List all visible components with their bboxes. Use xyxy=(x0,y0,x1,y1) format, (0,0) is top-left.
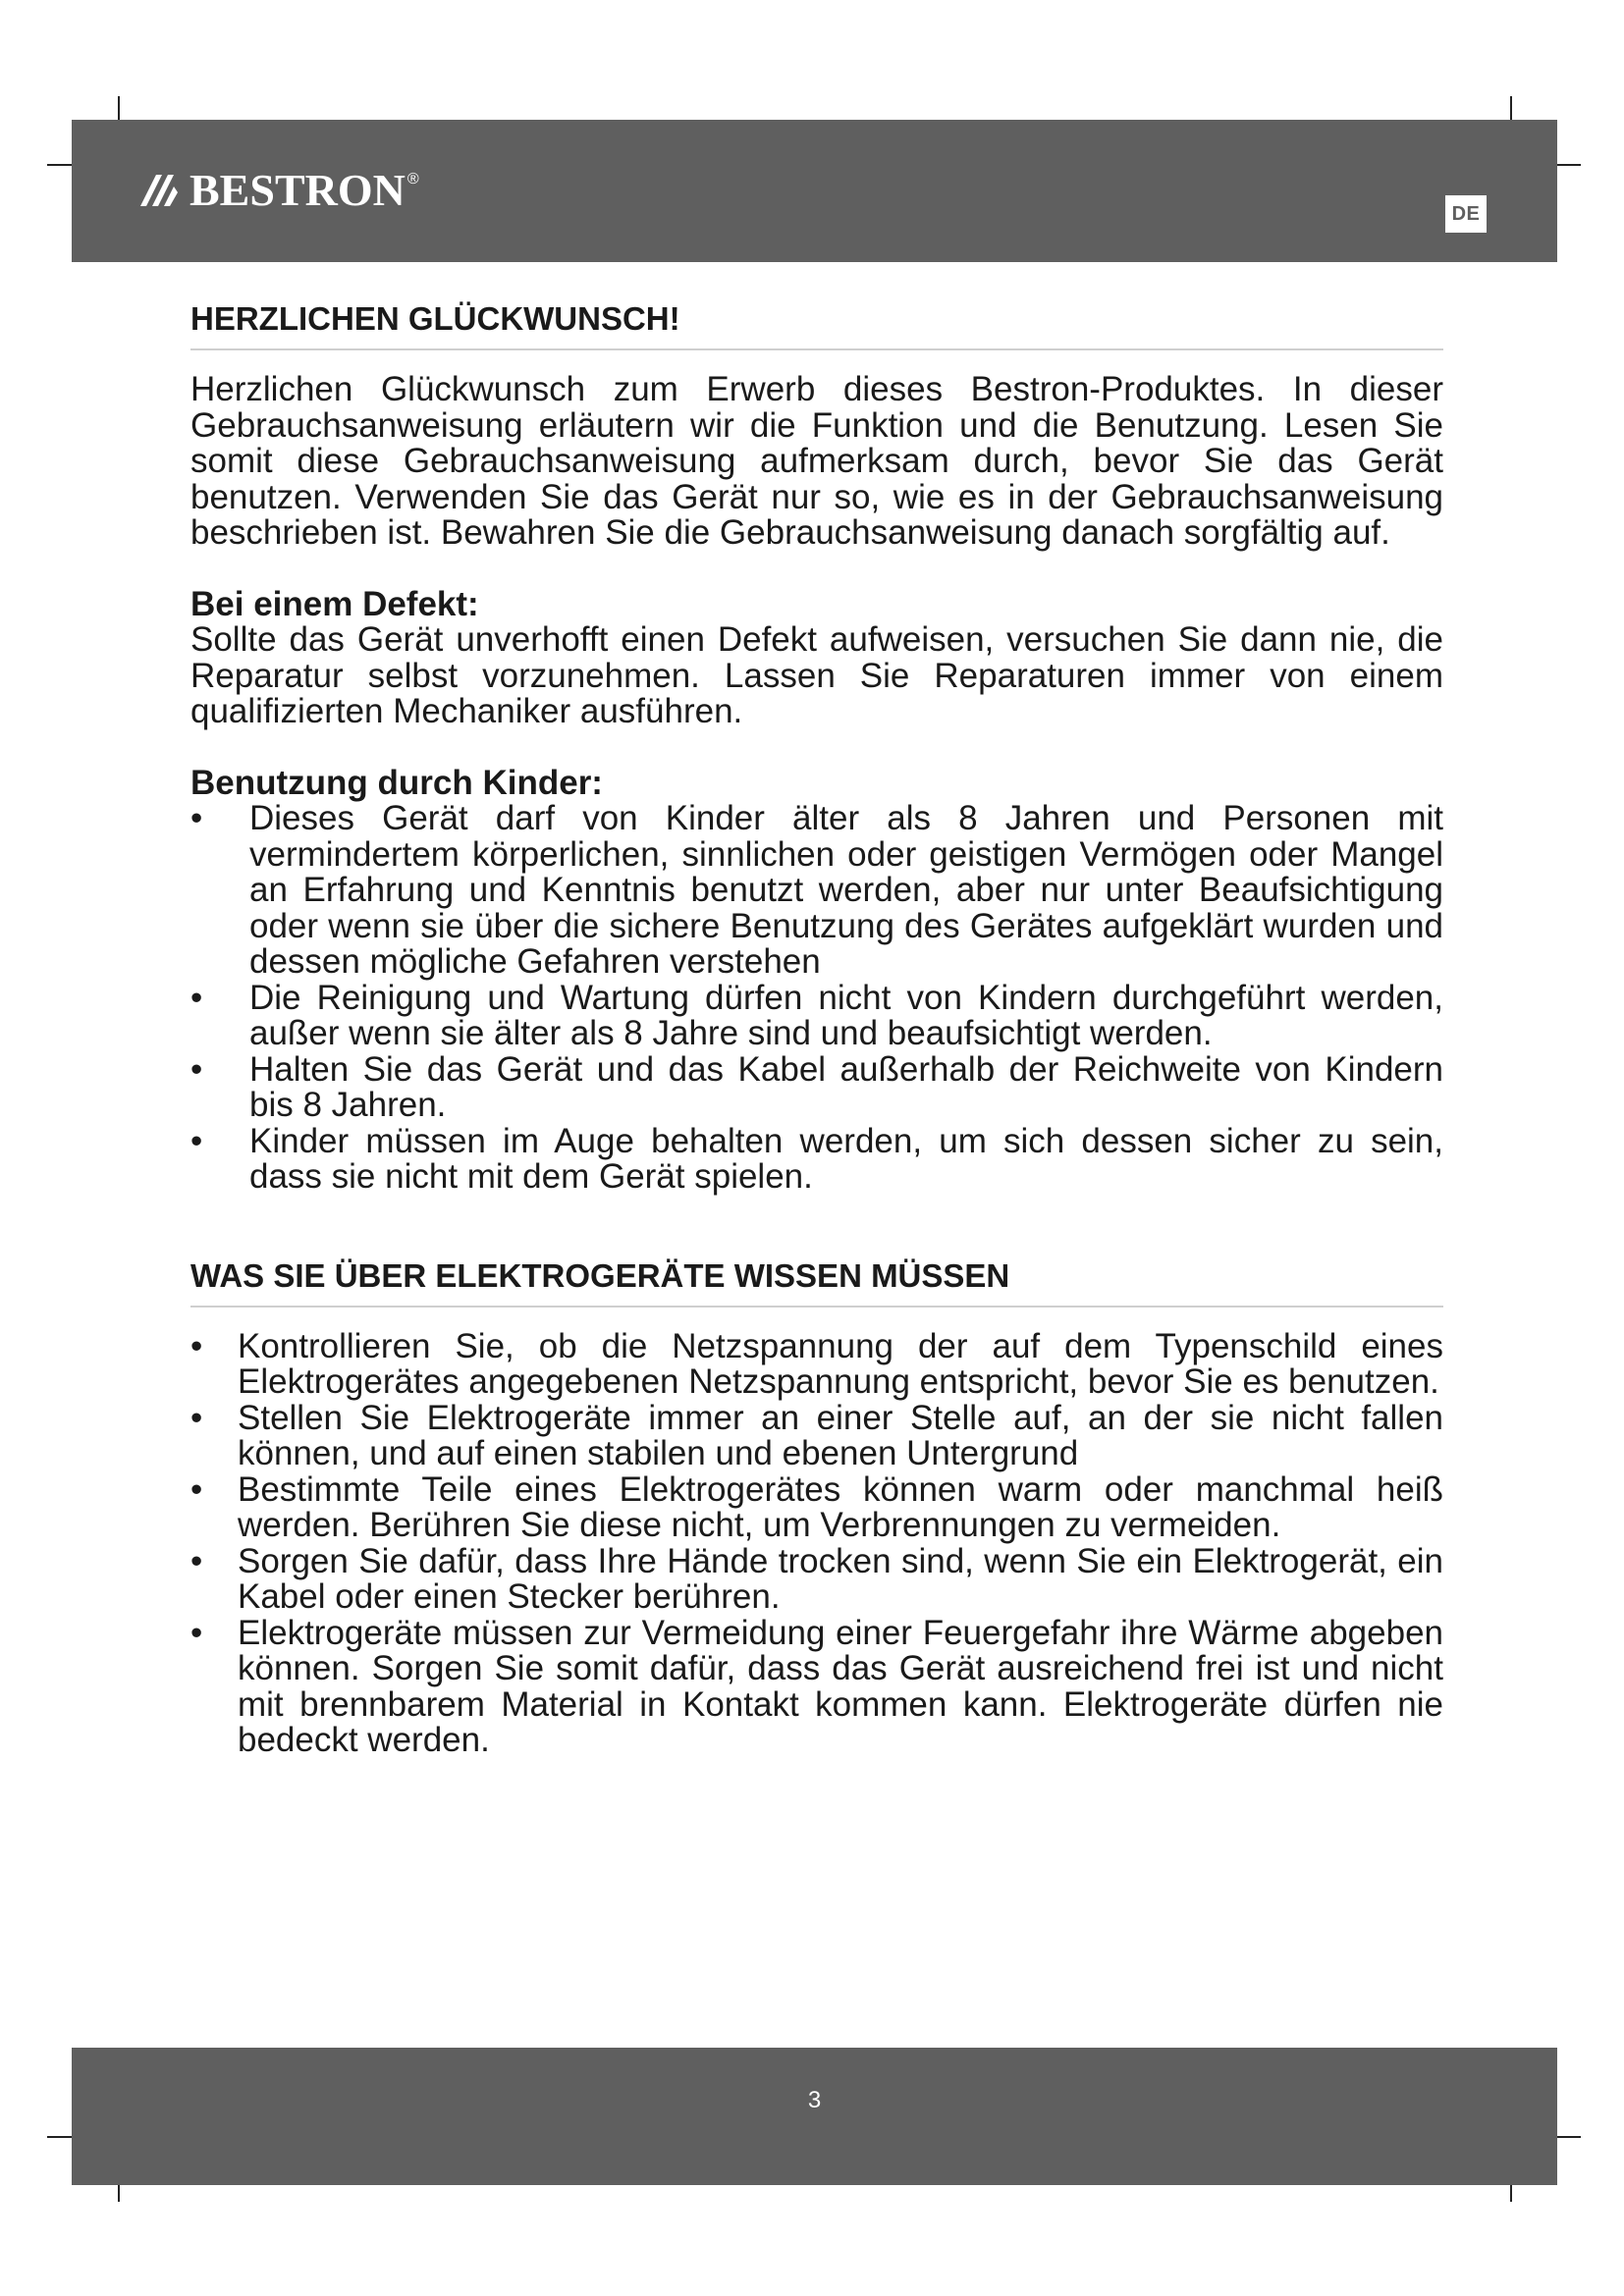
section-title-electrical: WAS SIE ÜBER ELEKTROGERÄTE WISSEN MÜSSEN xyxy=(190,1256,1443,1308)
section-title-congratulations: HERZLICHEN GLÜCKWUNSCH! xyxy=(190,299,1443,350)
bullet-icon: • xyxy=(190,1469,203,1509)
list-item: • Dieses Gerät darf von Kinder älter als 8 Jahren und Personen mit vermindertem körperlichen, sinnlichen oder geistigen Vermögen oder Mangel an Erfahrung und Kenntnis benutzt werden, aber nur unter Beaufsichtigung oder wenn sie über die sichere Benutzung des Gerätes aufgeklärt wurden und dessen mögliche Gefahren verstehen xyxy=(190,799,1443,981)
bullet-icon: • xyxy=(190,978,203,1017)
brand-name: BESTRON xyxy=(189,165,406,215)
electrical-list xyxy=(190,1326,1443,1759)
header-bar xyxy=(72,120,1557,262)
bullet-icon: • xyxy=(190,1049,203,1089)
page-number: 3 xyxy=(807,2087,822,2113)
list-item: • Kinder müssen im Auge behalten werden, um sich dessen sicher zu sein, dass sie nicht mit dem Gerät spielen. xyxy=(190,1121,1443,1196)
list-item: • Elektrogeräte müssen zur Vermeidung einer Feuergefahr ihre Wärme abgeben können. Sorgen Sie somit dafür, dass das Gerät ausreichend frei ist und nicht mit brennbarem Material in Kontakt kommen kann. Elektrogeräte dürfen nie bedeckt werden. xyxy=(190,1613,1443,1759)
list-item: • Kontrollieren Sie, ob die Netzspannung der auf dem Typenschild eines Elektrogerätes angegebenen Netzspannung entspricht, bevor Sie es benutzen. xyxy=(190,1326,1443,1401)
brand-logo xyxy=(138,163,419,218)
defect-paragraph: Sollte das Gerät unverhofft einen Defekt aufweisen, versuchen Sie dann nie, die Reparatur selbst vorzunehmen. Lassen Sie Reparaturen immer von einem qualifizierten Mechaniker ausführen. xyxy=(190,620,1443,730)
bullet-icon: • xyxy=(190,1398,203,1437)
list-item: • Halten Sie das Gerät und das Kabel außerhalb der Reichweite von Kindern bis 8 Jahren. xyxy=(190,1049,1443,1124)
chevron-logo-icon xyxy=(138,171,182,210)
children-heading: Benutzung durch Kinder: xyxy=(190,763,603,802)
intro-paragraph: Herzlichen Glückwunsch zum Erwerb dieses Bestron-Produktes. In dieser Gebrauchsanweisung erläutern wir die Funktion und die Benutzung. Lesen Sie somit diese Gebrauchsanweisung aufmerksam durch, bevor Sie das Gerät benutzen. Verwenden Sie das Gerät nur so, wie es in der Gebrauchsanweisung beschrieben ist. Bewahren Sie die Gebrauchsanweisung danach sorgfältig auf. xyxy=(190,370,1443,552)
bullet-icon: • xyxy=(190,1121,203,1160)
language-badge: DE xyxy=(1445,195,1487,233)
defect-heading: Bei einem Defekt: xyxy=(190,584,479,623)
bullet-icon: • xyxy=(190,1613,203,1652)
bullet-icon: • xyxy=(190,1326,203,1365)
children-list xyxy=(190,801,1443,1196)
list-item: • Bestimmte Teile eines Elektrogerätes können warm oder manchmal heiß werden. Berühren Sie diese nicht, um Verbrennungen zu vermeiden. xyxy=(190,1469,1443,1544)
bullet-icon: • xyxy=(190,1541,203,1580)
list-item: • Sorgen Sie dafür, dass Ihre Hände trocken sind, wenn Sie ein Elektrogerät, ein Kabel oder einen Stecker berühren. xyxy=(190,1541,1443,1616)
page-content xyxy=(190,299,1443,1759)
footer-bar xyxy=(72,2048,1557,2185)
registered-mark: ® xyxy=(406,171,419,187)
list-item: • Stellen Sie Elektrogeräte immer an einer Stelle auf, an der sie nicht fallen können, und auf einen stabilen und ebenen Untergrund xyxy=(190,1398,1443,1472)
list-item: • Die Reinigung und Wartung dürfen nicht von Kindern durchgeführt werden, außer wenn sie älter als 8 Jahre sind und beaufsichtigt werden. xyxy=(190,978,1443,1052)
bullet-icon: • xyxy=(190,799,203,837)
